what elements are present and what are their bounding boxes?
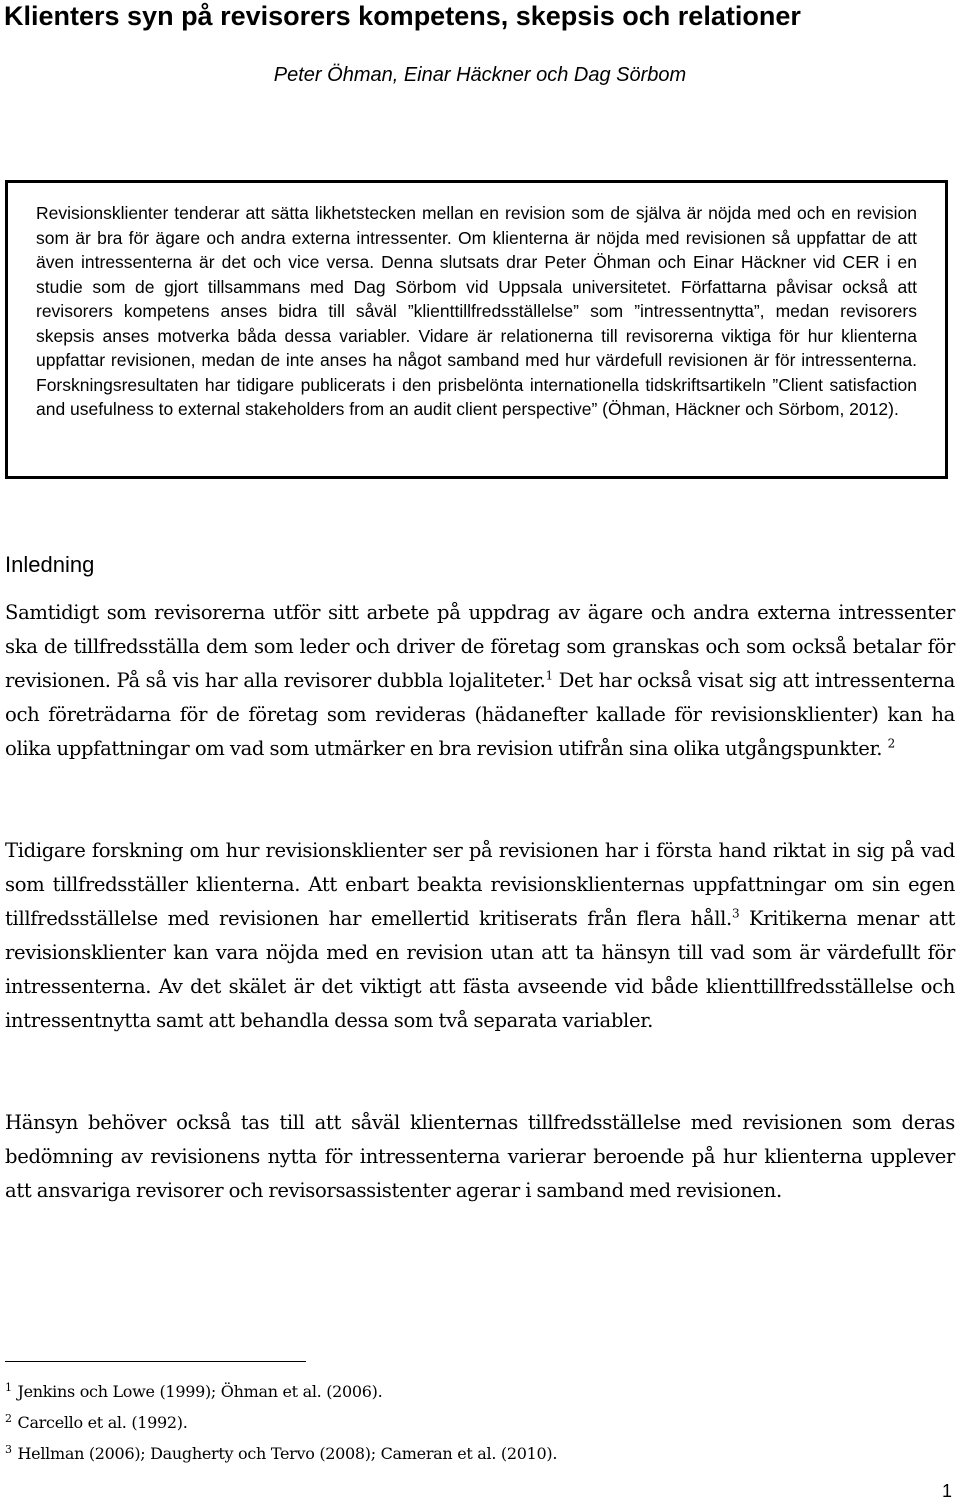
paragraph-1-text-a: Samtidigt som revisorerna utför sitt arbete på uppdrag av ägare och andra externa intressenter ska de tillfredsställa dem som leder och driver de företag som granskas och som också betalar för revisionen. På så vis har alla revisorer dubbla lojaliteter. <box>5 601 955 692</box>
section-heading: Inledning <box>5 552 95 577</box>
page-number: 1 <box>941 1481 952 1501</box>
paragraph-2-text-b: Kritikerna menar att revisionsklienter kan vara nöjda med en revision utan att ta hänsyn till vad som är värdefullt för intressenterna. Av det skälet är det viktigt att fästa avseende vid både klienttillfredsställelse och intressentnytta samt att behandla dessa som två separata variabler. <box>5 907 955 1032</box>
author-line: Peter Öhman, Einar Häckner och Dag Sörbom <box>273 64 687 86</box>
footnote-ref-1: 1 <box>545 668 553 683</box>
footnote <box>5 1409 905 1440</box>
paragraph-2-text-a: Tidigare forskning om hur revisionsklienter ser på revisionen har i första hand riktat in sig på vad som tillfredsställer klienterna. Att enbart beakta revisionsklienternas uppfattningar om sin egen tillfredsställelse med revisionen har emellertid kritiserats från flera håll. <box>5 839 955 930</box>
abstract-text: Revisionsklienter tenderar att sätta likhetstecken mellan en revision som de själva är nöjda med och en revision som är bra för ägare och andra externa intressenter. Om klienterna är nöjda med revisionen så uppfattar de att även intressenterna är det och vice versa. Denna slutsats drar Peter Öhman och Einar Häckner vid CER i en studie som de gjort tillsammans med Dag Sörbom vid Uppsala universitetet. Författarna påvisar också att revisorers kompetens anses bidra till såväl ”klienttillfredsställelse” som ”intressentnytta”, medan revisorers skepsis anses motverka båda dessa variabler. Vidare är relationerna till revisorerna viktiga för hur klienterna uppfattar revisionen, medan de inte anses ha något samband med hur värdefull revisionen är för intressenterna. Forskningsresultaten har tidigare publicerats i den prisbelönta internationella tidskriftsartikeln ”Client satisfaction and usefulness to external stakeholders from an audit client perspective” (Öhman, Häckner och Sörbom, 2012). <box>36 203 917 419</box>
footnotes <box>5 1378 905 1471</box>
paragraph-1-text-b: Det har också visat sig att intressenterna och företrädarna för de företag som revideras (hädanefter kallade för revisionsklienter) kan ha olika uppfattningar om vad som utmärker en bra revision utifrån sina olika utgångspunkter. <box>5 669 955 760</box>
page-title: Klienters syn på revisorers kompetens, skepsis och relationer <box>4 1 801 31</box>
footnote-text: Hellman (2006); Daugherty och Tervo (2008); Cameran et al. (2010). <box>17 1444 558 1463</box>
paragraph-2 <box>5 834 955 1038</box>
paragraph-3: Hänsyn behöver också tas till att såväl klienternas tillfredsställelse med revisionen som deras bedömning av revisionens nytta för intressenterna varierar beroende på hur klienterna upplever att ansvariga revisorer och revisorsassistenter agerar i samband med revisionen. <box>5 1111 955 1202</box>
paragraph-1 <box>5 596 955 766</box>
footnote-text: Carcello et al. (1992). <box>17 1413 188 1432</box>
footnote-ref-3: 3 <box>731 906 740 921</box>
footnote <box>5 1378 905 1409</box>
footnote-number: 1 <box>5 1380 12 1394</box>
abstract-box <box>5 180 948 479</box>
footnote-text: Jenkins och Lowe (1999); Öhman et al. (2006). <box>17 1382 383 1401</box>
footnote-ref-2: 2 <box>887 736 895 751</box>
footnote-number: 3 <box>5 1442 12 1456</box>
footnote-number: 2 <box>5 1411 12 1425</box>
footnote <box>5 1440 905 1471</box>
footnote-divider <box>5 1361 306 1362</box>
